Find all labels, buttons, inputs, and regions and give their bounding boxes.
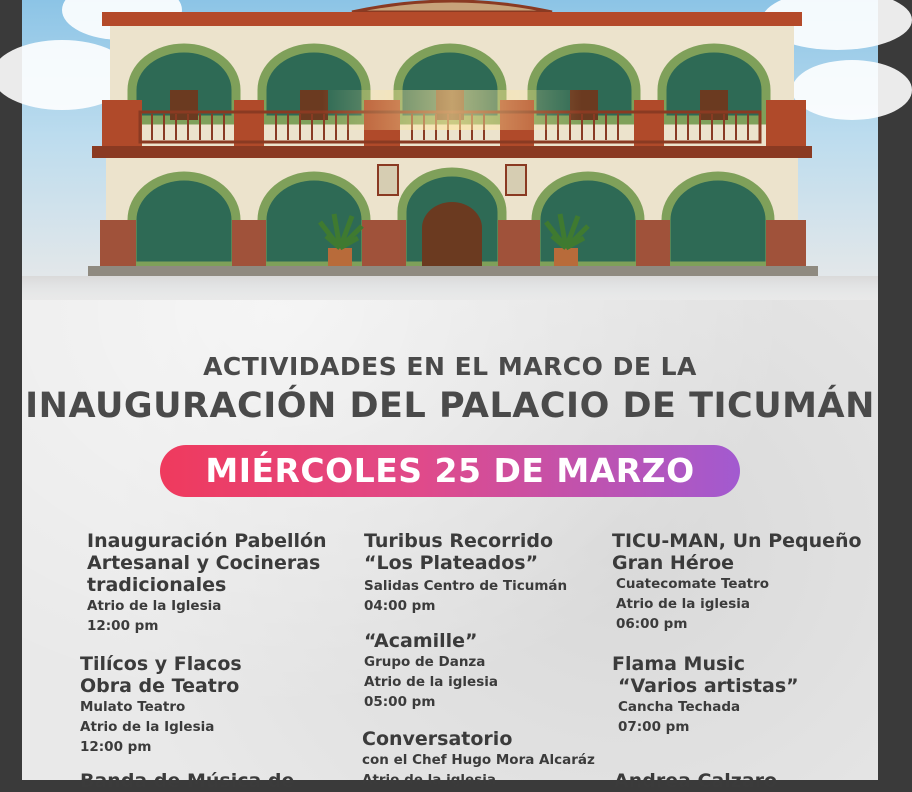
event-subtitle: Grupo de Danza: [364, 654, 486, 670]
event-andrea: [614, 770, 777, 792]
event-subtitle: Cuatecomate Teatro: [616, 576, 770, 592]
event-title: “Acamille”: [364, 630, 478, 652]
poster: [22, 0, 878, 792]
event-venue: Atrio de la iglesia: [362, 772, 496, 788]
event-subtitle: Mulato Teatro: [80, 699, 186, 715]
event-venue: Atrio de la iglesia: [616, 596, 750, 612]
event-title: “Los Plateados”: [364, 552, 539, 574]
event-title: “Varios artistas”: [618, 675, 799, 697]
event-title: Obra de Teatro: [80, 675, 240, 697]
event-inauguracion-pabellon: [87, 530, 327, 636]
event-time: 05:00 pm: [364, 694, 436, 710]
event-venue: Atrio de la Iglesia: [87, 598, 222, 614]
event-venue: Atrio de la iglesia: [364, 674, 498, 690]
event-ticu-man: [612, 530, 862, 634]
event-subtitle: con el Chef Hugo Mora Alcaráz: [362, 752, 595, 768]
event-title: Conversatorio: [362, 728, 513, 750]
event-time: 12:00 pm: [80, 739, 152, 755]
event-flama-music: [612, 653, 799, 737]
event-acamille: [364, 630, 498, 712]
event-title: Banda de Música de: [80, 770, 295, 792]
event-venue: Salidas Centro de Ticumán: [364, 578, 568, 594]
event-tilicos-flacos: [80, 653, 242, 757]
event-title: Inauguración Pabellón: [87, 530, 327, 552]
event-venue: Atrio de la Iglesia: [80, 719, 215, 735]
event-turibus: [364, 530, 567, 616]
event-time: 06:00 pm: [616, 616, 688, 632]
palace-illustration: [22, 0, 878, 300]
event-banda-musica: [80, 770, 294, 792]
event-conversatorio: [362, 728, 595, 790]
event-title: tradicionales: [87, 574, 227, 596]
event-time: 04:00 pm: [364, 598, 436, 614]
event-venue: Cancha Techada: [618, 699, 741, 715]
event-title: Tilícos y Flacos: [80, 653, 242, 675]
heading-line1: ACTIVIDADES EN EL MARCO DE LA: [203, 352, 697, 381]
event-title: Gran Héroe: [612, 552, 735, 574]
heading-line2: INAUGURACIÓN DEL PALACIO DE TICUMÁN: [25, 386, 875, 426]
event-title: TICU-MAN, Un Pequeño: [612, 530, 862, 552]
event-time: 07:00 pm: [618, 719, 690, 735]
date-banner: MIÉRCOLES 25 DE MARZO: [160, 445, 740, 497]
event-title: Turibus Recorrido: [364, 530, 554, 552]
event-title: Artesanal y Cocineras: [87, 552, 321, 574]
event-title: Andrea Calzaro: [614, 770, 778, 792]
event-time: 12:00 pm: [87, 618, 159, 634]
event-title: Flama Music: [612, 653, 746, 675]
